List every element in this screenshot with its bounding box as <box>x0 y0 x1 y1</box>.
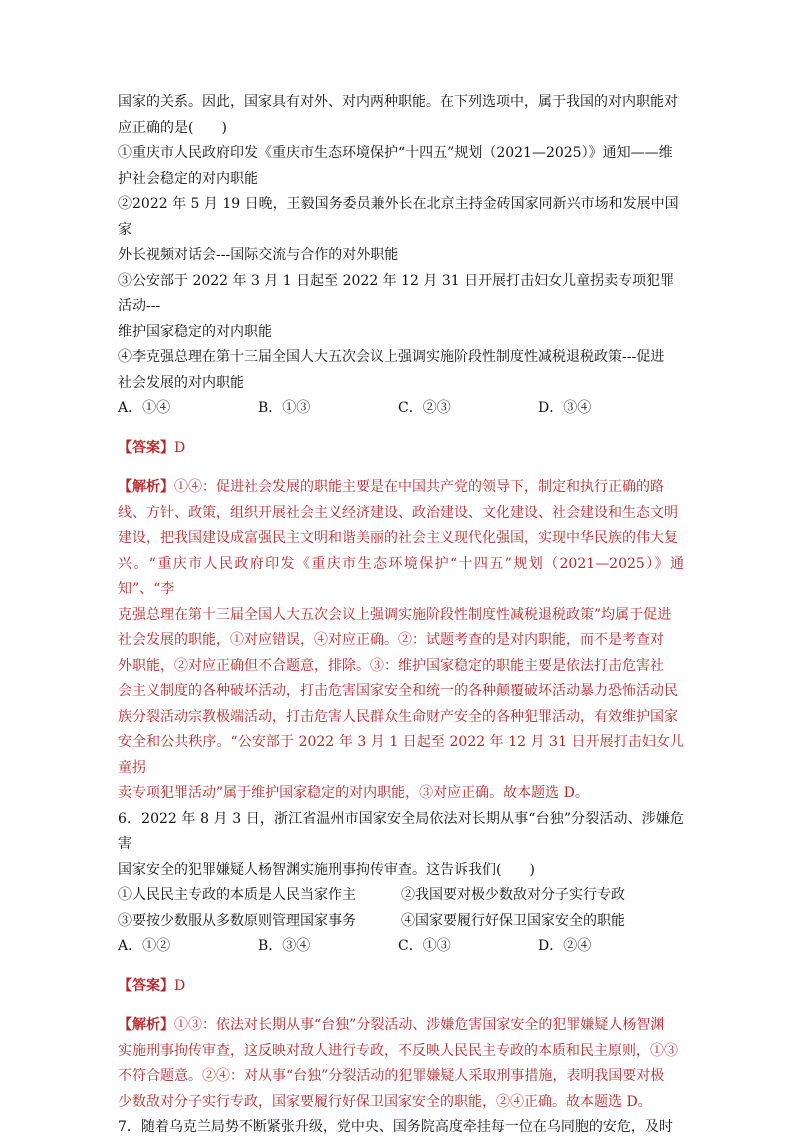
q5-option-3-line-2: 维护国家稳定的对内职能 <box>118 323 272 340</box>
q5-option-3-line-1: ③公安部于 2022 年 3 月 1 日起至 2022 年 12 月 31 日开展打击妇女儿童拐卖专项犯罪活动--- <box>118 272 675 314</box>
q5-explanation-line-8: 会主义制度的各种破坏活动，打击危害国家安全和统一的各种颠覆破坏活动暴力恐怖活动民 <box>118 683 678 699</box>
q5-explanation-line-4: 兴。“重庆市人民政府印发《重庆市生态环境保护“十四五”规划（2021—2025）》通知”、“李 <box>118 555 684 597</box>
q5-choices <box>118 396 684 422</box>
q5-explanation-line-5: 克强总理在第十三届全国人大五次会议上强调实施阶段性制度性减税退税政策”均属于促进 <box>118 606 672 623</box>
q5-stem-line-2: 应正确的是( ) <box>118 119 227 136</box>
q6-choice-c: C．①③ <box>398 938 451 954</box>
q5-choice-c: C．②③ <box>398 400 451 416</box>
q6-choice-d: D．②④ <box>538 938 592 954</box>
q6-answer-value: D <box>174 977 186 994</box>
q5-choice-a: A．①④ <box>118 400 171 416</box>
q6-stem-line-2: 国家安全的犯罪嫌疑人杨智渊实施刑事拘传审查。这告诉我们( ) <box>118 861 535 878</box>
q6-answer <box>118 974 684 1000</box>
q6-answer-tag: 【答案】 <box>118 977 174 994</box>
q5-answer-tag: 【答案】 <box>118 439 174 456</box>
q6-option-3: ③要按少数服从多数原则管理国家事务 <box>118 912 356 929</box>
q5-explanation-text-1: ①④：促进社会发展的职能主要是在中国共产党的领导下，制定和执行正确的路 <box>174 479 664 495</box>
q6-explanation-text-1: ①③：依法对长期从事“台独”分裂活动、涉嫌危害国家安全的犯罪嫌疑人杨智渊 <box>174 1017 665 1033</box>
q6-options-row-2 <box>118 909 684 935</box>
q5-explanation-line-6: 社会发展的职能，①对应错误，④对应正确。②：试题考查的是对内职能，而不是考查对 <box>118 632 664 648</box>
q6-options-row-1 <box>118 883 684 909</box>
q5-answer <box>118 436 684 462</box>
q6-explanation-tag: 【解析】 <box>118 1017 174 1033</box>
q5-option-1-line-1: ①重庆市人民政府印发《重庆市生态环境保护“十四五”规划（2021—2025）》通知——维 <box>118 145 673 161</box>
q6-option-1: ①人民民主专政的本质是人民当家作主 <box>118 887 356 903</box>
q7-stem-line-1: 7．随着乌克兰局势不断紧张升级，党中央、国务院高度牵挂每一位在乌同胞的安危，及时 <box>118 1119 673 1135</box>
q5-option-2-line-1: ②2022 年 5 月 19 日晚，王毅国务委员兼外长在北京主持金砖国家同新兴市场和发展中国家 <box>118 196 679 238</box>
q6-explanation-line-4: 少数敌对分子实行专政，国家要履行好保卫国家安全的职能，②④正确。故本题选 D。 <box>118 1093 652 1110</box>
q6-explanation-line-1 <box>118 1013 684 1039</box>
q5-option-1-line-2: 护社会稳定的对内职能 <box>118 170 258 187</box>
document-body <box>118 90 684 1141</box>
q5-option-2-line-2: 外长视频对话会---国际交流与合作的对外职能 <box>118 247 399 263</box>
q6-explanation-line-2: 实施刑事拘传审查，这反映对敌人进行专政，不反映人民民主专政的本质和民主原则，①③ <box>118 1042 678 1059</box>
q5-option-4-line-1: ④李克强总理在第十三届全国人大五次会议上强调实施阶段性制度性减税退税政策---促进 <box>118 349 665 365</box>
q5-explanation-line-11: 卖专项犯罪活动”属于维护国家稳定的对内职能，③对应正确。故本题选 D。 <box>118 785 589 801</box>
q5-choice-b: B．①③ <box>258 400 311 416</box>
q6-option-2: ②我国要对极少数敌对分子实行专政 <box>401 887 625 903</box>
q5-explanation-line-7: 外职能，②对应正确但不合题意，排除。③：维护国家稳定的职能主要是依法打击危害社 <box>118 657 664 674</box>
q5-explanation-line-9: 族分裂活动宗教极端活动，打击危害人民群众生命财产安全的各种犯罪活动，有效维护国家 <box>118 708 678 725</box>
q5-option-4-line-2: 社会发展的对内职能 <box>118 374 244 391</box>
q5-stem-line-1: 国家的关系。因此，国家具有对外、对内两种职能。在下列选项中，属于我国的对内职能对 <box>118 94 678 110</box>
q6-option-4: ④国家要履行好保卫国家安全的职能 <box>401 912 625 929</box>
q5-explanation-line-1 <box>118 475 684 501</box>
q5-explanation-tag: 【解析】 <box>118 479 174 495</box>
q5-answer-value: D <box>174 439 186 456</box>
q5-explanation-line-2: 线、方针、政策，组织开展社会主义经济建设、政治建设、文化建设、社会建设和生态文明 <box>118 504 678 521</box>
q6-stem-line-1: 6．2022 年 8 月 3 日，浙江省温州市国家安全局依法对长期从事“台独”分裂活动、涉嫌危害 <box>118 810 684 852</box>
q6-explanation-line-3: 不符合题意。②④：对从事“台独”分裂活动的犯罪嫌疑人采取刑事措施，表明我国要对极 <box>118 1068 665 1084</box>
q6-choice-b: B．③④ <box>258 938 311 954</box>
q5-explanation-line-3: 建设，把我国建设成富强民主文明和谐美丽的社会主义现代化强国，实现中华民族的伟大复 <box>118 530 678 546</box>
q6-choice-a: A．①② <box>118 938 171 954</box>
q5-choice-d: D．③④ <box>538 400 592 416</box>
q5-explanation-line-10: 安全和公共秩序。“公安部于 2022 年 3 月 1 日起至 2022 年 12 月 31 日开展打击妇女儿童拐 <box>118 734 684 776</box>
q6-choices <box>118 934 684 960</box>
